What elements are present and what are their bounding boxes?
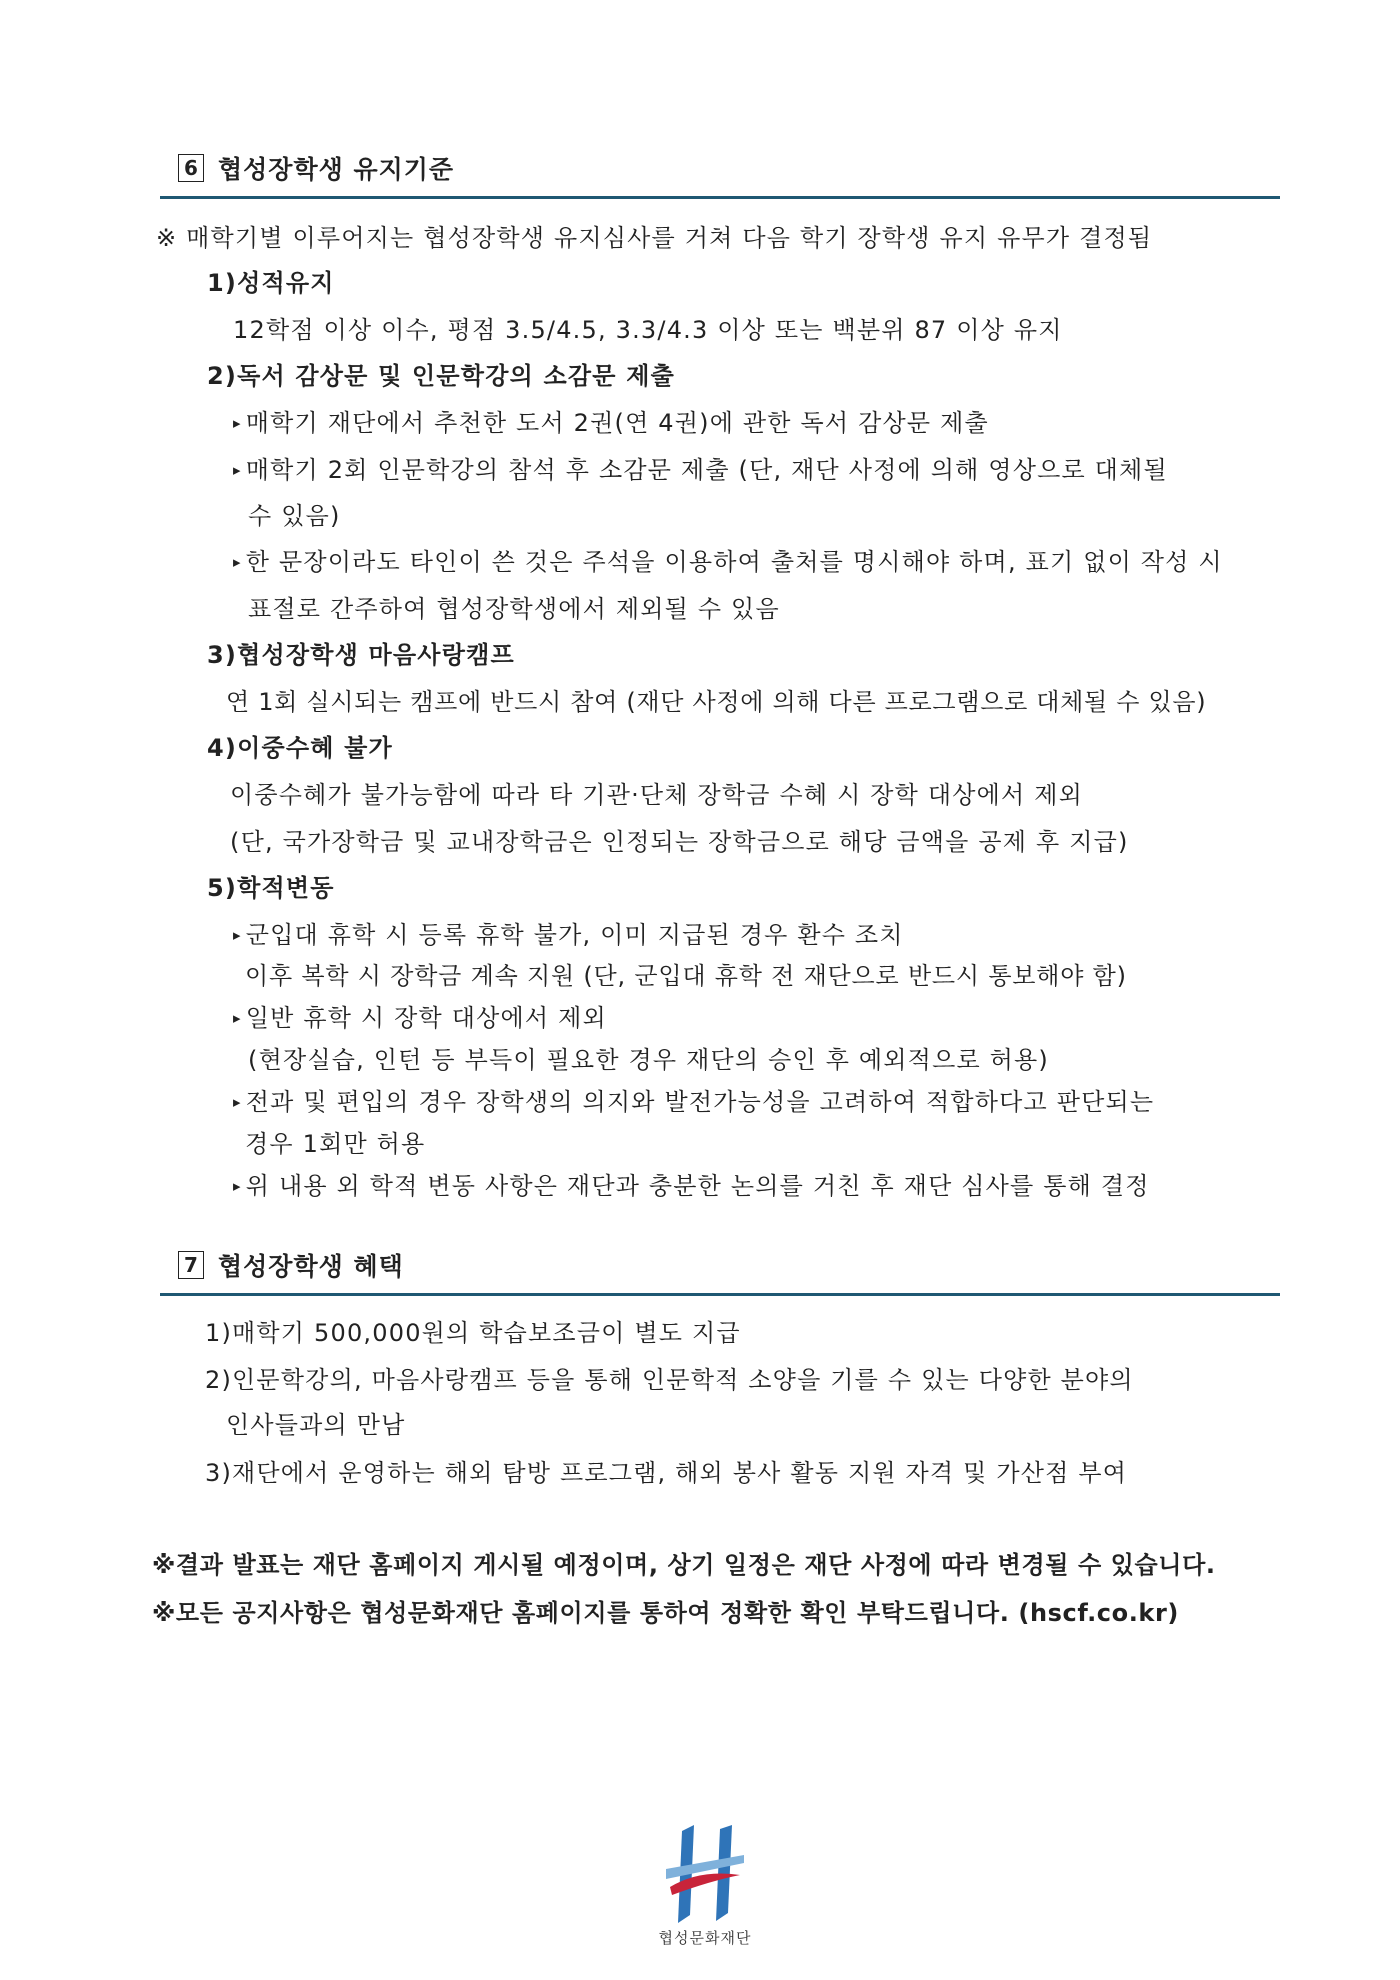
status-bullet-3-cont: 경우 1회만 허용	[245, 1130, 426, 1158]
double-heading: 4)이중수혜 불가	[207, 734, 393, 762]
section-7-number: 7	[178, 1251, 204, 1279]
status-bullet-1: ▸ 군입대 휴학 시 등록 휴학 불가, 이미 지급된 경우 환수 조치	[233, 915, 904, 950]
reading-bullet-2: ▸ 매학기 2회 인문학강의 참석 후 소감문 제출 (단, 재단 사정에 의해 영상으로 대체될	[233, 450, 1168, 485]
benefit-2: 2)인문학강의, 마음사랑캠프 등을 통해 인문학적 소양을 기를 수 있는 다양한 분야의	[205, 1366, 1134, 1394]
foundation-logo	[650, 1825, 760, 1965]
benefit-2-cont: 인사들과의 만남	[226, 1411, 406, 1439]
camp-heading: 3)협성장학생 마음사랑캠프	[207, 641, 515, 669]
status-bullet-4: ▸ 위 내용 외 학적 변동 사항은 재단과 충분한 논의를 거친 후 재단 심사를 통해 결정	[233, 1166, 1150, 1201]
section-6-title: 협성장학생 유지기준	[218, 155, 455, 184]
section-7-header	[160, 1245, 1280, 1296]
reading-bullet-2-cont: 수 있음)	[248, 502, 341, 530]
section-7-rule	[160, 1293, 1280, 1296]
section-6-rule	[160, 196, 1280, 199]
grade-text: 12학점 이상 이수, 평점 3.5/4.5, 3.3/4.3 이상 또는 백분위 87 이상 유지	[233, 316, 1063, 344]
foundation-logo-icon	[660, 1825, 750, 1925]
logo-caption: 협성문화재단	[658, 1929, 752, 1947]
grade-heading: 1)성적유지	[207, 269, 335, 297]
section-6-number: 6	[178, 154, 204, 182]
section-6-note: ※ 매학기별 이루어지는 협성장학생 유지심사를 거쳐 다음 학기 장학생 유지 유무가 결정됨	[156, 224, 1153, 252]
status-bullet-2: ▸ 일반 휴학 시 장학 대상에서 제외	[233, 998, 607, 1033]
benefit-3: 3)재단에서 운영하는 해외 탐방 프로그램, 해외 봉사 활동 지원 자격 및 가산점 부여	[205, 1459, 1128, 1487]
reading-bullet-3: ▸ 한 문장이라도 타인이 쓴 것은 주석을 이용하여 출처를 명시해야 하며, 표기 없이 작성 시	[233, 542, 1223, 577]
reading-bullet-3-cont: 표절로 간주하여 협성장학생에서 제외될 수 있음	[248, 595, 780, 623]
status-bullet-2-cont: (현장실습, 인턴 등 부득이 필요한 경우 재단의 승인 후 예외적으로 허용)	[248, 1046, 1049, 1074]
benefit-1: 1)매학기 500,000원의 학습보조금이 별도 지급	[205, 1319, 741, 1347]
camp-text: 연 1회 실시되는 캠프에 반드시 참여 (재단 사정에 의해 다른 프로그램으로 대체될 수 있음)	[226, 688, 1207, 716]
notice-2: ※모든 공지사항은 협성문화재단 홈페이지를 통하여 정확한 확인 부탁드립니다. (hscf.co.kr)	[152, 1599, 1179, 1627]
section-6-header	[160, 148, 1280, 199]
reading-bullet-1: ▸ 매학기 재단에서 추천한 도서 2권(연 4권)에 관한 독서 감상문 제출	[233, 403, 989, 438]
section-7-title: 협성장학생 혜택	[218, 1252, 404, 1281]
double-text-2: (단, 국가장학금 및 교내장학금은 인정되는 장학금으로 해당 금액을 공제 후 지급)	[230, 828, 1129, 856]
double-text-1: 이중수혜가 불가능함에 따라 타 기관·단체 장학금 수혜 시 장학 대상에서 제외	[230, 781, 1084, 809]
status-bullet-1-cont: 이후 복학 시 장학금 계속 지원 (단, 군입대 휴학 전 재단으로 반드시 통보해야 함)	[245, 962, 1127, 990]
status-bullet-3: ▸ 전과 및 편입의 경우 장학생의 의지와 발전가능성을 고려하여 적합하다고 판단되는	[233, 1082, 1154, 1117]
status-heading: 5)학적변동	[207, 874, 335, 902]
reading-heading: 2)독서 감상문 및 인문학강의 소감문 제출	[207, 362, 675, 390]
notice-1: ※결과 발표는 재단 홈페이지 게시될 예정이며, 상기 일정은 재단 사정에 따라 변경될 수 있습니다.	[152, 1551, 1216, 1579]
